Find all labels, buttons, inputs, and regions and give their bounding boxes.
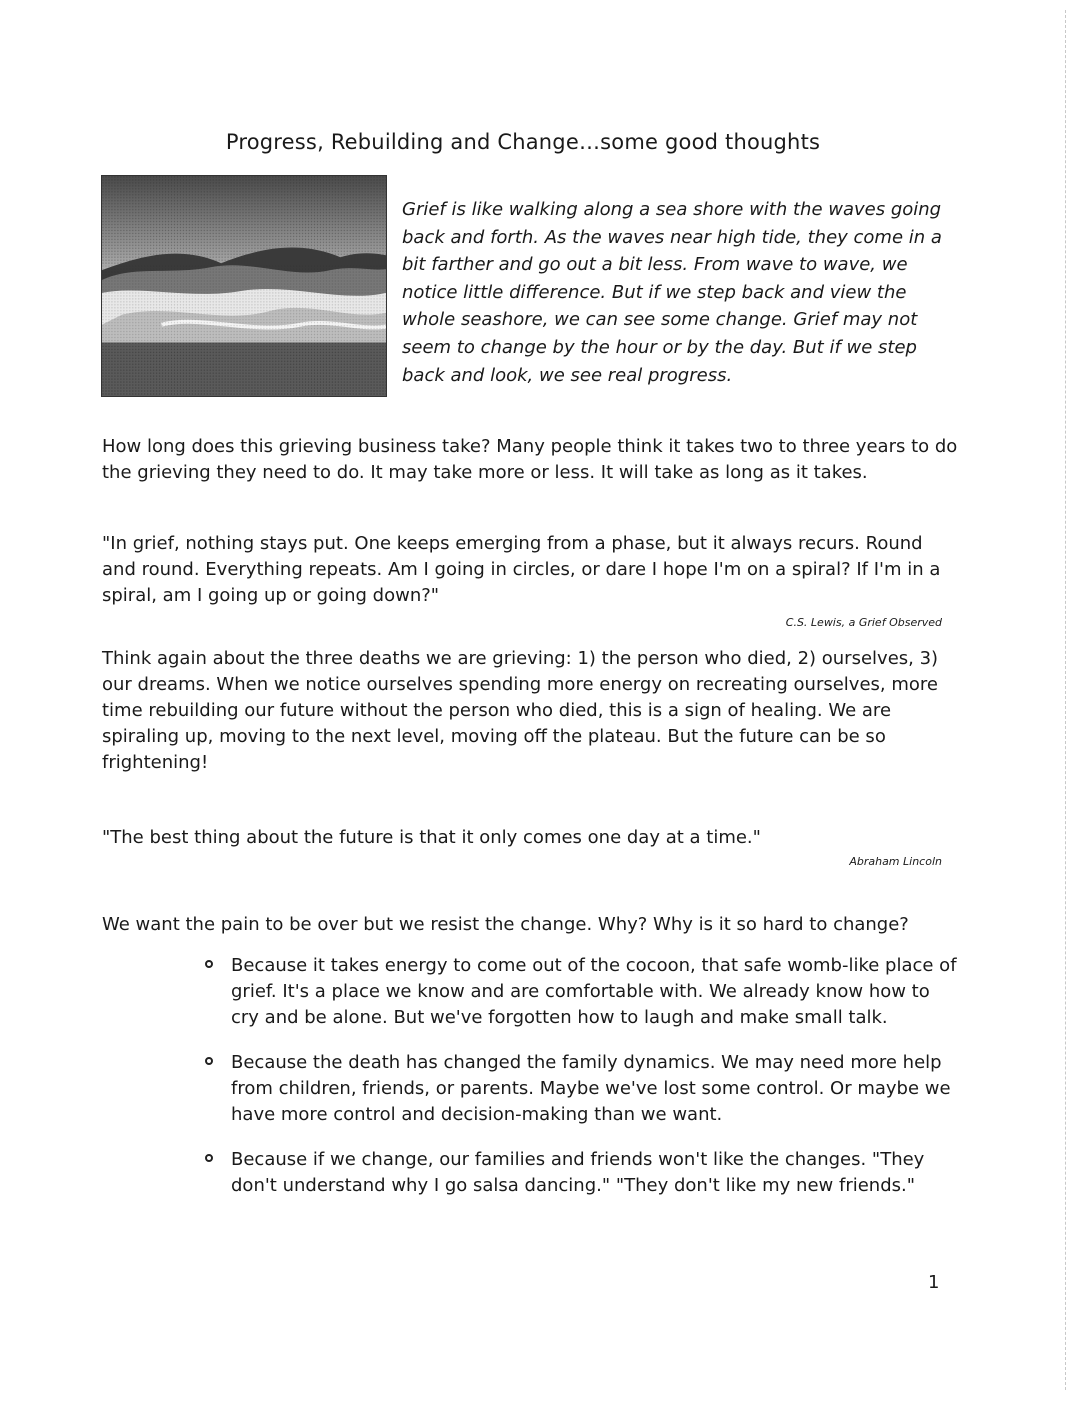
list-item-text: Because the death has changed the family dynamics. We may need more help from children, friends, or parents. Maybe we've lost some control. Or maybe we have more control and decision-making than we want. xyxy=(231,1052,951,1125)
list-item xyxy=(203,1050,963,1128)
attribution-lincoln: Abraham Lincoln xyxy=(849,855,942,868)
bullet-icon xyxy=(205,1154,213,1162)
paragraph-three-deaths: Think again about the three deaths we are grieving: 1) the person who died, 2) ourselves, 3) our dreams. When we notice ourselves spending more energy on recreating ourselves, more time rebuilding our future without the person who died, this is a sign of healing. We are spiraling up, moving to the next level, moving off the plateau. But the future can be so frightening! xyxy=(102,648,939,773)
bullet-icon xyxy=(205,960,213,968)
seashore-photo xyxy=(101,175,387,397)
page-title: Progress, Rebuilding and Change…some good thoughts xyxy=(225,130,821,154)
quote-lincoln: "The best thing about the future is that it only comes one day at a time." xyxy=(102,827,761,848)
list-item xyxy=(203,953,963,1031)
reasons-list xyxy=(203,953,963,1218)
list-item-text: Because it takes energy to come out of the cocoon, that safe womb-like place of grief. It's a place we know and are comfortable with. We already know how to cry and be alone. But we've forgotten how to laugh and make small talk. xyxy=(231,955,957,1028)
list-item-text: Because if we change, our families and friends won't like the changes. "They don't understand why I go salsa dancing." "They don't like my new friends." xyxy=(231,1149,925,1196)
page-number: 1 xyxy=(928,1272,940,1293)
attribution-lewis: C.S. Lewis, a Grief Observed xyxy=(785,616,942,629)
paragraph-how-long: How long does this grieving business take? Many people think it takes two to three years to do the grieving they need to do. It may take more or less. It will take as long as it takes. xyxy=(102,436,958,483)
bullet-icon xyxy=(205,1057,213,1065)
scan-edge-line xyxy=(1065,10,1066,1390)
paragraph-resist: We want the pain to be over but we resist the change. Why? Why is it so hard to change? xyxy=(102,914,909,935)
quote-lewis: "In grief, nothing stays put. One keeps emerging from a phase, but it always recurs. Round and round. Everything repeats. Am I going in circles, or dare I hope I'm on a spiral? If I'm in a spiral, am I going up or going down?" xyxy=(102,533,941,606)
intro-quote: Grief is like walking along a sea shore with the waves going back and forth. As the waves near high tide, they come in a bit farther and go out a bit less. From wave to wave, we notice little difference. But if we step back and view the whole seashore, we can see some change. Grief may not seem to change by the hour or by the day. But if we step back and look, we see real progress. xyxy=(402,199,942,386)
seashore-photo-graphic xyxy=(102,176,386,396)
list-item xyxy=(203,1147,963,1199)
